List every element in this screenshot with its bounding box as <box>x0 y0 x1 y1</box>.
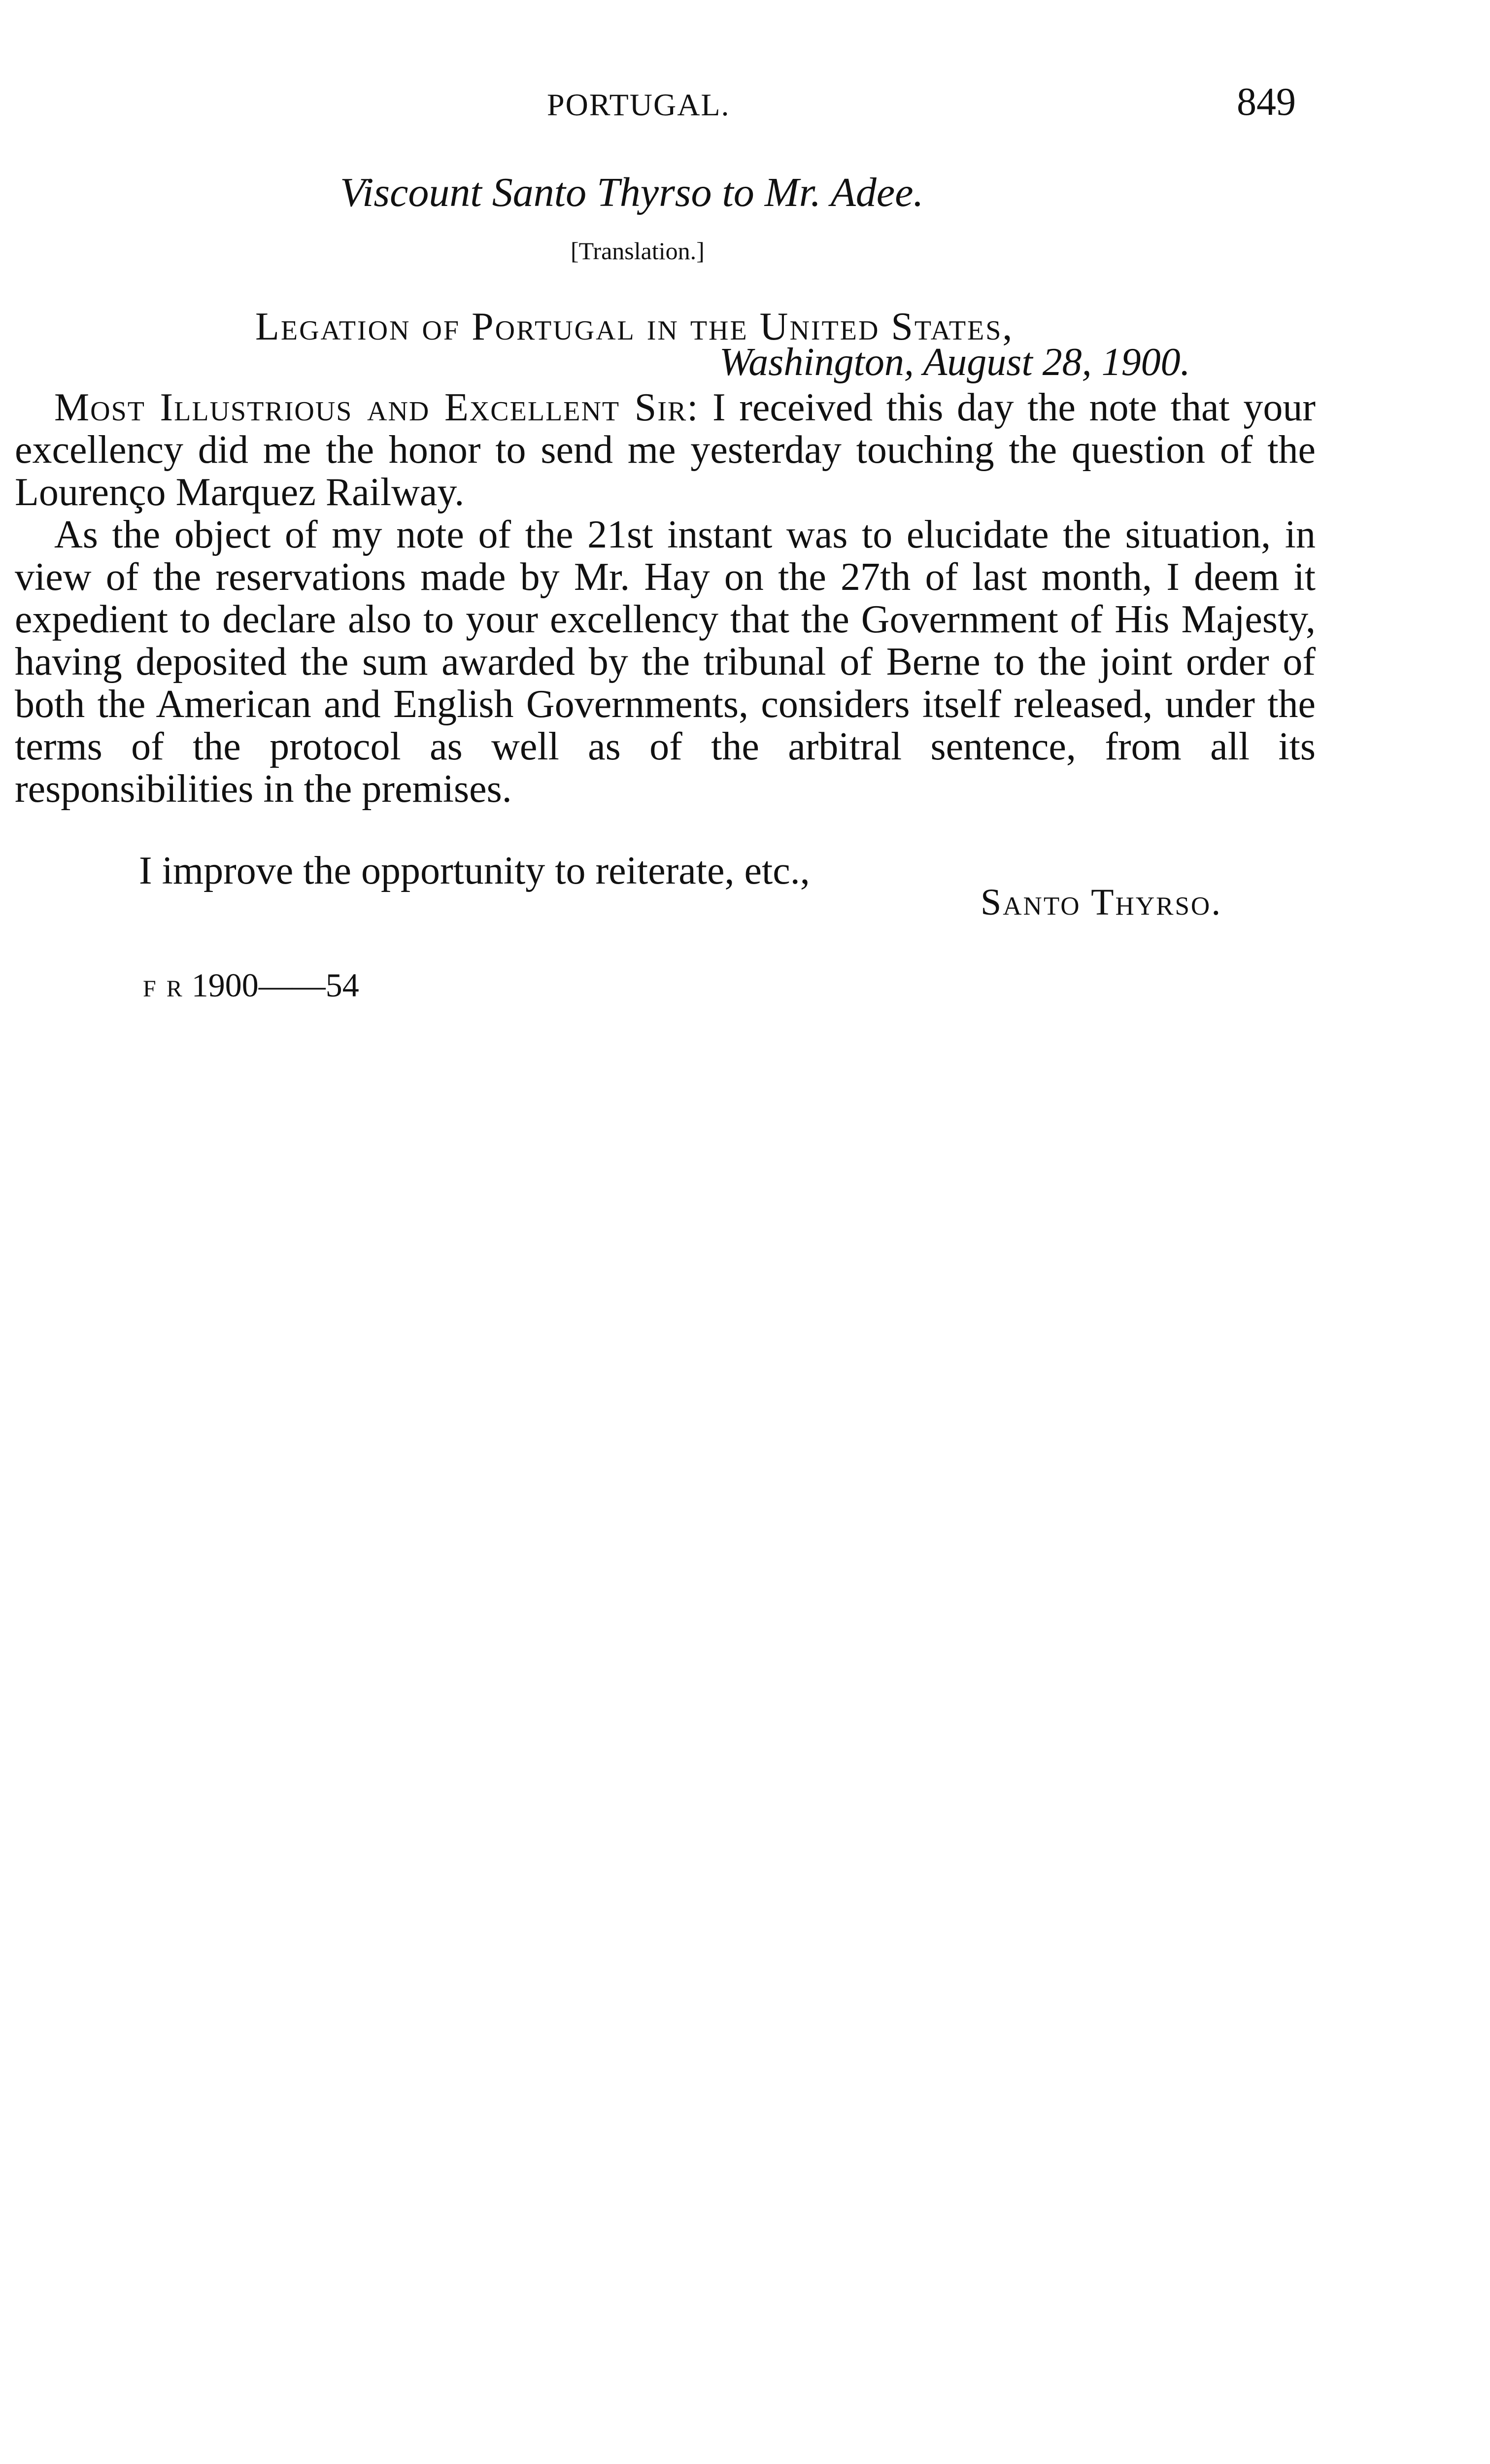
signature-mark <box>143 966 359 1005</box>
page-number: 849 <box>1237 80 1296 124</box>
running-head: PORTUGAL. <box>547 87 730 122</box>
signature-mark-prefix: f r <box>143 966 183 1004</box>
body-paragraph: As the object of my note of the 21st instant was to elucidate the situation, in view of the reservations made by Mr. Hay on the 27th of last month, I deem it expedient to declare also to your excellency that the Government of His Majesty, having deposited the sum awarded by the tribunal of Berne to the joint order of both the American and English Governments, considers itself released, under the terms of the protocol as well as of the arbitral sentence, from all its responsibilities in the premises. <box>15 513 1316 811</box>
signature-mark-number: 1900——54 <box>191 966 359 1004</box>
date-line: Washington, August 28, 1900. <box>719 341 1190 384</box>
closing-line: I improve the opportunity to reiterate, etc., <box>139 849 810 892</box>
letter-body <box>15 386 1316 810</box>
salutation: Most Illustrious and Excellent Sir: <box>54 386 699 429</box>
signature: Santo Thyrso. <box>981 882 1222 923</box>
sender-line: Legation of Portugal in the United States, <box>255 305 1014 348</box>
translation-note: [Translation.] <box>571 237 705 265</box>
letter-heading: Viscount Santo Thyrso to Mr. Adee. <box>340 170 924 215</box>
body-paragraph <box>15 386 1316 513</box>
paragraph-text: I received this day the note that your excellency did me the honor to send me yesterday touching the question of the Lourenço Marquez Railway. <box>15 386 1316 514</box>
